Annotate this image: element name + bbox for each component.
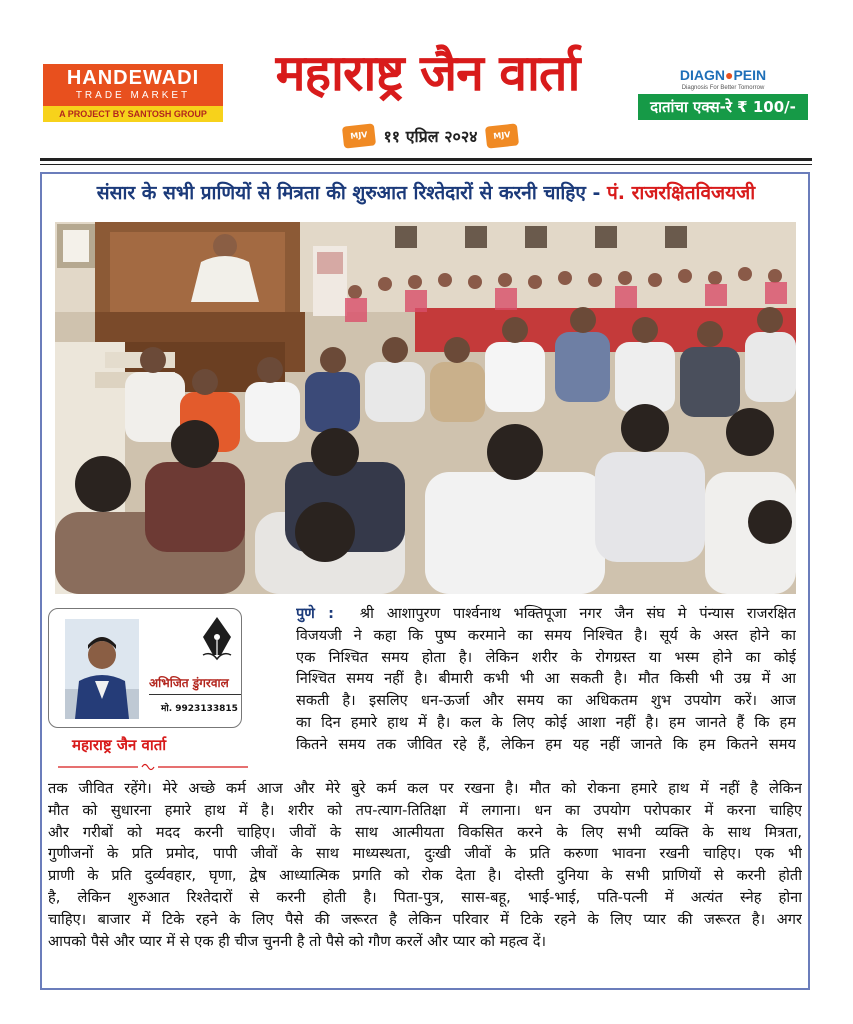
body-line: चाहिए। बाजार में टिके रहने के लिए पैसे की जरूरत है लेकिन परिवार में टिके रहने के लिए प्यार की जरूरत है। अगर (48, 910, 802, 928)
body-line: आपको पैसे और प्यार में से एक ही चीज चुननी है तो पैसे को गौण करलें और प्यार को महत्व दें। (48, 932, 546, 950)
body-line: सकती है। इसलिए धन-ऊर्जा और समय का अधिकतम शुभ उपयोग करें। आज (296, 692, 796, 710)
body-line: एक निश्चित समय होता है। लेकिन शरीर के रोगग्रस्त या भस्म होने का कोई (296, 648, 796, 666)
handewadi-ad-tagline: A PROJECT BY SANTOSH GROUP (43, 106, 223, 122)
handewadi-ad[interactable] (43, 64, 223, 122)
article-body-wrap (296, 603, 796, 756)
header-rule-thick (40, 158, 812, 161)
handewadi-ad-banner (43, 64, 223, 106)
author-card (48, 608, 242, 728)
diagnopein-ad[interactable] (638, 64, 808, 122)
author-brand-signature: महाराष्ट्र जैन वार्ता (72, 736, 167, 754)
article-dateline: पुणे : (296, 605, 334, 622)
body-line: प्राणी के प्रति दुर्व्यवहार, घृणा, द्वेष आध्यात्मिक प्रगति को रोक देता है। दोस्ती दुनिया के सभी प्राणियों से करनी होती (48, 867, 802, 885)
body-line: मौत को सुधारना हमारे हाथ में है। शरीर को तप-त्याग-तितिक्षा में लगाना। धन का उपयोग परोपकार में करना चाहिए (48, 801, 802, 819)
author-phone: मो. 9923133815 (161, 704, 238, 714)
assembly-photo (55, 222, 796, 594)
author-avatar (65, 619, 139, 719)
body-line (296, 603, 796, 625)
body-line: का दिन हमारे हाथ में है। कल के लिए कोई आशा नहीं है। हम जानते हैं कि हम (296, 713, 796, 731)
article-body-full (48, 778, 802, 952)
diagnopein-brand-a: DIAGN (679, 67, 725, 83)
body-line: और गरीबों को मदद करनी चाहिए। जीवों के साथ आत्मीयता विकसित करने के लिए सभी व्यक्ति के साथ मित्रता, (48, 823, 802, 841)
diagnopein-offer: दातांचा एक्स-रे ₹ 100/- (638, 94, 808, 120)
header-rule-thin (40, 164, 812, 165)
masthead-logo-icon: MJV (484, 123, 518, 148)
headline-speaker: पं. राजरक्षितविजयजी (607, 182, 756, 204)
body-line: विजयजी ने कहा कि पुष्प करमाने का समय निश्चित है। सूर्य के अस्त होने का (296, 626, 796, 644)
body-line: गुणीजनों के प्रति प्रमोद, पापी जीवों के साथ माध्यस्थता, दुःखी जीवों के प्रति करुणा भावना रखनी चाहिए। एक भी (48, 845, 802, 863)
masthead-title: महाराष्ट्र जैन वार्ता (275, 44, 580, 102)
body-line: है, लेकिन शुरुआत रिश्तेदारों से करनी होती है। पिता-पुत्र, सास-बहू, भाई-भाई, पति-पत्नी में अत्यंत स्नेह होना (48, 888, 802, 906)
diagnopein-brand-b: PEIN (733, 67, 767, 83)
tooth-icon: ● (724, 67, 734, 83)
author-name: अभिजित डुंगरवाल (149, 675, 241, 695)
handewadi-ad-title: HANDEWADI (66, 67, 200, 89)
body-line: निश्चित समय नहीं है। बीमारी कभी भी आ सकती है। मौत किसी भी उम्र में आ (296, 670, 796, 688)
issue-date-row (318, 122, 543, 150)
body-line: कितने समय तक जीवित रहे हैं, लेकिन हम यह नहीं जानते कि हम कितने समय (296, 735, 796, 753)
signature-flourish-icon (58, 762, 248, 772)
article-headline (46, 178, 806, 208)
body-line-text: श्री आशापुरण पार्श्वनाथ भक्तिपूजा नगर जैन संघ मे पंन्यास राजरक्षित (359, 605, 796, 622)
diagnopein-brand (638, 64, 808, 94)
diagnopein-brand-sub: Diagnosis For Better Tomorrow (681, 85, 765, 91)
masthead-logo-icon: MJV (342, 123, 376, 148)
pen-nib-icon (197, 615, 237, 661)
body-line: तक जीवित रहेंगे। मेरे अच्छे कर्म आज और मेरे बुरे कर्म कल पर रखना है। मौत को रोकना हमारे हाथ में नहीं है लेकिन (48, 780, 802, 797)
headline-text: संसार के सभी प्राणियों से मित्रता की शुरुआत रिश्तेदारों से करनी चाहिए - (96, 182, 607, 204)
issue-date: ११ एप्रिल २०२४ (383, 127, 478, 146)
handewadi-ad-subtitle: TRADE MARKET (75, 90, 191, 101)
